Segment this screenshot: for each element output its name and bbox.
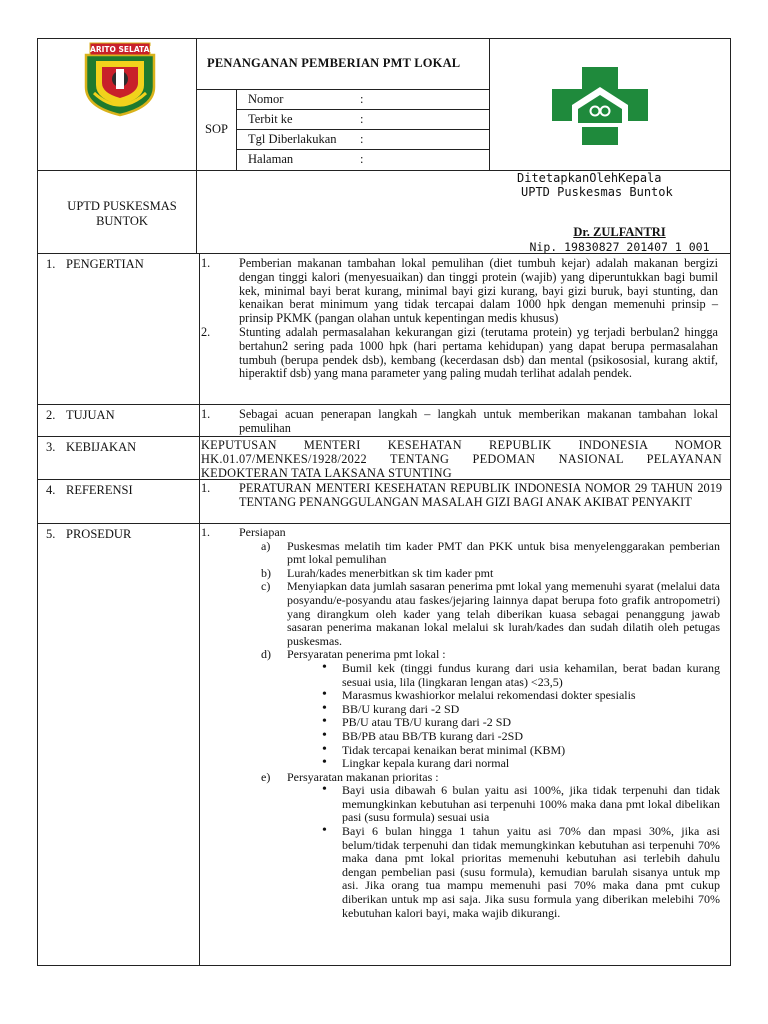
approval-line1: DitetapkanOlehKepala [517,171,662,185]
bullet-item: • Lingkar kepala kurang dari normal [316,757,720,771]
meta-label: Tgl Diberlakukan [248,132,337,146]
section-title: PROSEDUR [66,527,132,541]
meta-label: Nomor [248,92,284,106]
item-number: 1. [201,481,211,495]
bullet-item: • Bayi 6 bulan hingga 1 tahun yaitu asi 70% dan mpasi 30%, jika asi belum/tidak terpenuhi dan tidak memungkinkan kebutuhan asi terpenuhi 70% maka dana pmt lokal prioritas memenuhi kebutuhan asi terlebih dahulu dengan pembelian pasi (susu formula), kemudian barulah sisanya untuk mp asi. Jika orang tua mampu memenuhi pasi 70% maka dana pmt cukup diberikan untuk mp asi saja. Jika susu formula yang diberikan melebihi 70% kebutuhan kalori bayi, maka wajib dikurangi. [316,825,720,920]
institution-name: UPTD PUSKESMAS BUNTOK [67,199,177,228]
title-cell [196,39,489,89]
meta-sep: : [360,152,364,166]
bullet-item: • Marasmus kwashiorkor melalui rekomendasi dokter spesialis [316,689,720,703]
puskesmas-cross-icon [544,59,656,151]
approval-line2: UPTD Puskesmas Buntok [521,185,673,199]
section-title: KEBIJAKAN [66,440,137,454]
institution-cell [38,170,196,253]
section-label [38,480,200,523]
meta-sep: : [360,112,364,126]
document-title: PENANGANAN PEMBERIAN PMT LOKAL [207,56,461,70]
section-tujuan [38,404,730,436]
section-content [201,482,730,510]
section-label [38,254,200,404]
section-content [201,257,730,381]
item-text: Stunting adalah permasalahan kekurangan gizi (terutama protein) yg terjadi berbulan2 hingga bertahun2 sering pada 1000 hpk (hari pertama kehidupan) yang dapat berupa permasalahan tumbuh (berupa pendek dsb), kembang (kecerdasan dsb) dan mental (psikososial, kurang aktif, hiperaktif dsb) yang mana parameter yang paling mudah terlihat adalah pendek. [239,324,718,381]
sub-text: Puskesmas melatih tim kader PMT dan PKK untuk bisa menyelenggarakan pemberian pmt lokal pemulihan [287,538,720,567]
section-kebijakan [38,436,730,479]
list-item [201,257,730,326]
section-number: 3. [46,440,56,454]
sub-item-b [201,567,730,581]
item-text: Pemberian makanan tambahan lokal pemulihan (diet tumbuh kejar) adalah makanan bergizi dengan tinggi kalori (menyesuaikan) dan tinggi protein (wajib) yang diperuntukkan bagi bumil kek, minimal bayi berat kurang, minimal bayi gizi kurang, bayi gizi buruk, bayi stunting, dan kenaikan berat minimum yang tidak tercapai dalam 1000 hpk dengan memenuhi prinsip – prinsip PKMK (pangan olahan untuk kepentingan medis khusus) [239,256,718,326]
meta-row-halaman [236,149,489,170]
sub-letter: d) [261,647,271,662]
puskesmas-logo-cell [489,39,730,170]
section-number: 2. [46,408,56,422]
sop-label: SOP [205,122,228,136]
list-item [201,482,730,510]
section-prosedur [38,523,730,965]
bullet-item: • Bayi usia dibawah 6 bulan yaitu asi 100%, jika tidak terpenuhi dan tidak memungkinkan kebutuhan asi terpenuhi 100% maka dana pmt lokal dibelikan pasi (susu formula) sesuai usia [316,784,720,825]
sub-letter: e) [261,769,271,784]
step-number: 1. [201,525,210,539]
regency-logo-cell [38,39,196,170]
bullet-item: • PB/U atau TB/U kurang dari -2 SD [316,716,720,730]
sub-item-c [201,580,730,648]
sub-item-e [201,771,730,785]
meta-sep: : [360,132,364,146]
meta-label: Halaman [248,152,294,166]
section-label [38,437,200,479]
bullet-item: • BB/PB atau BB/TB kurang dari -2SD [316,730,720,744]
section-label [38,405,200,436]
list-item [201,326,730,381]
meta-label: Terbit ke [248,112,293,126]
sop-cell [196,89,236,170]
signer-name: Dr. ZULFANTRI [573,225,666,239]
step-title: Persiapan [239,525,286,539]
barito-selatan-emblem-icon [80,41,160,117]
blank-cell [196,170,509,253]
e-bullet-list [201,784,730,920]
sub-text: Persyaratan penerima pmt lokal : [287,647,446,662]
policy-text: KEPUTUSAN MENTERI KESEHATAN REPUBLIK INDONESIA NOMOR HK.01.07/MENKES/1928/2022 TENTANG PEDOMAN NASIONAL PELAYANAN KEDOKTERAN TATA LAKSANA STUNTING [201,438,722,480]
section-title: PENGERTIAN [66,257,144,271]
sub-item-a [201,540,730,567]
section-number: 5. [46,527,56,541]
sub-text: Persyaratan makanan prioritas : [287,769,439,784]
meta-row-tgl [236,129,489,149]
sub-letter: a) [261,538,271,553]
item-number: 1. [201,407,211,421]
section-number: 1. [46,257,56,271]
section-label [38,524,200,965]
sub-text: Lurah/kades menerbitkan sk tim kader pmt [287,565,494,580]
meta-row-terbit [236,109,489,129]
approval-cell [509,170,730,253]
sub-letter: b) [261,565,271,580]
step-heading [201,526,730,540]
meta-sep: : [360,92,364,106]
section-referensi [38,479,730,523]
item-text: Sebagai acuan penerapan langkah – langkah untuk memberikan makanan tambahan lokal pemulihan [239,407,718,435]
section-title: TUJUAN [66,408,115,422]
item-number: 2. [201,324,211,339]
section-title: REFERENSI [66,483,133,497]
document-header [38,39,730,253]
sub-text: Menyiapkan data jumlah sasaran penerima pmt lokal yang memenuhi syarat (melalui data posyandu/e-posyandu atau faskes/jejaring lainnya dapat berupa foto grafik antropometri) yang dirangkum oleh kader yang telah diberikan kuasa sebagai penanggung jawab sasaran penerima makanan lokal melalui sk lurah/kades dan sudah dilatih oleh petugas puskesmas. [287,579,720,648]
section-number: 4. [46,483,56,497]
sub-letter: c) [261,579,271,594]
emblem-banner-text: BARITO SELATAN [84,45,156,54]
bullet-item: • BB/U kurang dari -2 SD [316,703,720,717]
section-content [201,526,730,920]
list-item [201,408,730,436]
sub-item-d [201,648,730,662]
sop-document [37,38,731,966]
section-content [201,439,730,480]
section-pengertian [38,253,730,404]
item-text: PERATURAN MENTERI KESEHATAN REPUBLIK INDONESIA NOMOR 29 TAHUN 2019 TENTANG PENANGGULANGAN MASALAH GIZI BAGI ANAK AKIBAT PENYAKIT [239,481,722,509]
signer-nip: Nip. 19830827 201407 1 001 [529,240,710,254]
bullet-item: • Tidak tercapai kenaikan berat minimal (KBM) [316,744,720,758]
d-bullet-list [201,662,730,771]
meta-row-nomor [236,89,489,109]
section-content [201,408,730,436]
item-number: 1. [201,256,211,270]
bullet-item: • Bumil kek (tinggi fundus kurang dari usia kehamilan, berat badan kurang sesuai usia, lila (lingkaran lengan atas) <23,5) [316,662,720,689]
